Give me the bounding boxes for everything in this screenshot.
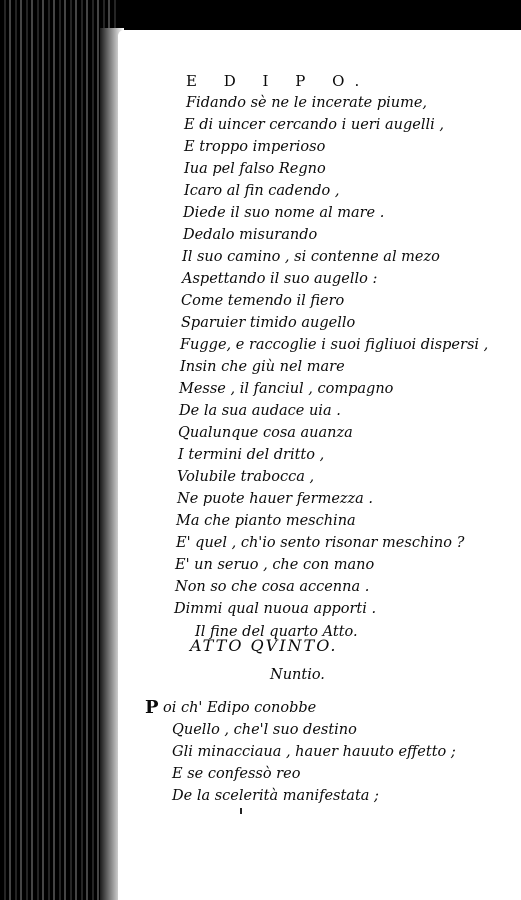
running-head: E D I P O.: [186, 72, 371, 90]
verse-line: De la scelerità manifestata ;: [172, 788, 379, 804]
verse-line: Messe , il fanciul , compagno: [179, 381, 394, 397]
verse-line: E troppo imperioso: [184, 139, 326, 155]
verse-line: Come temendo il fiero: [181, 293, 345, 309]
act-title: ATTO QVINTO.: [190, 636, 338, 655]
verse-line: Gli minacciaua , hauer hauuto effetto ;: [172, 744, 456, 760]
verse-line: Dedalo misurando: [183, 227, 318, 243]
verse-line: E se confessò reo: [172, 766, 301, 782]
verse-line: Volubile trabocca ,: [177, 469, 315, 485]
verse-line: Icaro al fin cadendo ,: [184, 183, 340, 199]
verse-line: Non so che cosa accenna .: [175, 579, 370, 595]
verse-line: E' quel , ch'io sento risonar meschino ?: [176, 535, 465, 551]
verse-line: Qualunque cosa auanza: [178, 425, 353, 441]
verse-line: Quello , che'l suo destino: [172, 722, 357, 738]
verse-line: Insin che giù nel mare: [180, 359, 345, 375]
verse-line: Aspettando il suo augello :: [182, 271, 378, 287]
verse-line: E' un seruo , che con mano: [175, 557, 375, 573]
verse-line: Fidando sè ne le incerate piume,: [186, 95, 428, 111]
verse-line: Ne puote hauer fermezza .: [177, 491, 374, 507]
act-end-note: Il fine del quarto Atto.: [195, 624, 358, 640]
speaker-name: Nuntio.: [270, 667, 325, 683]
drop-capital: P: [145, 697, 159, 718]
verse-line: Ma che pianto meschina: [176, 513, 356, 529]
verse-line: Fugge, e raccoglie i suoi figliuoi dispersi ,: [180, 337, 489, 353]
verse-line: Sparuier timido augello: [181, 315, 356, 331]
verse-line: I termini del dritto ,: [178, 447, 325, 463]
verse-line: De la sua audace uia .: [179, 403, 341, 419]
verse-line: Iua pel falso Regno: [184, 161, 326, 177]
verse-line: Dimmi qual nuoua apporti .: [174, 601, 377, 617]
verse-line: Diede il suo nome al mare .: [183, 205, 385, 221]
verse-line: oi ch' Edipo conobbe: [163, 700, 317, 716]
verse-line: Il suo camino , si contenne al mezo: [182, 249, 440, 265]
verse-line: E di uincer cercando i ueri augelli ,: [184, 117, 444, 133]
ink-speck: [240, 808, 242, 814]
